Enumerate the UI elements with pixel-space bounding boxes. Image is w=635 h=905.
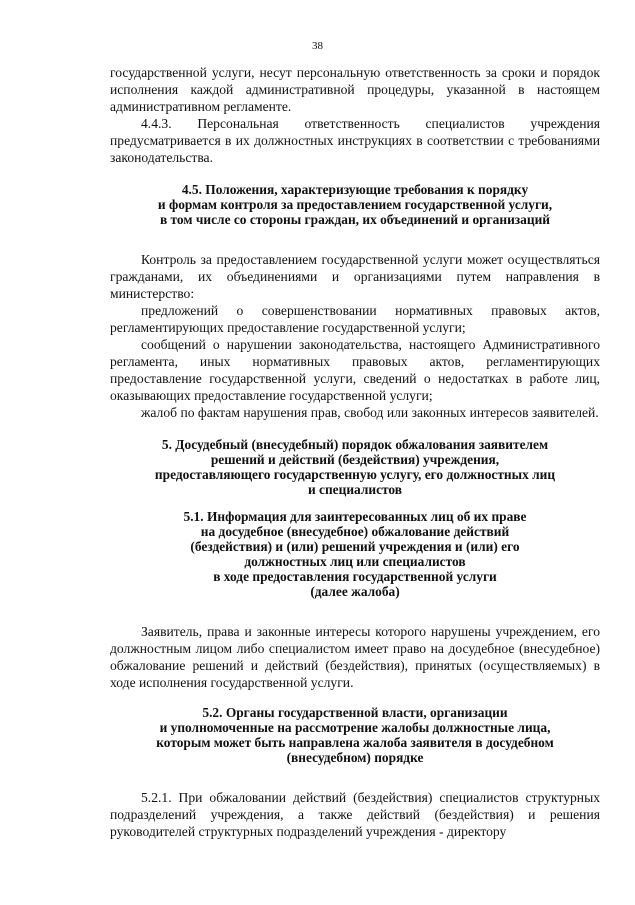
paragraph-control: Контроль за предоставлением государственной услуги может осуществляться гражданами, их объединениями и организациями путем направления в министерство: <box>110 252 600 301</box>
heading-line: 4.5. Положения, характеризующие требования к порядку <box>181 182 529 197</box>
heading-5-1 <box>110 509 600 599</box>
document-body <box>110 64 600 840</box>
paragraph-continuation: государственной услуги, несут персональную ответственность за сроки и порядок исполнения каждой административной процедуры, указанной в настоящем административном регламенте. <box>110 65 600 114</box>
heading-4-5 <box>110 182 600 227</box>
heading-5 <box>110 437 600 497</box>
heading-line: 5.2. Органы государственной власти, организации <box>202 705 508 720</box>
paragraph-proposals: предложений о совершенствовании нормативных правовых актов, регламентирующих предоставление государственной услуги; <box>110 303 600 335</box>
heading-line: должностных лиц или специалистов <box>244 554 466 569</box>
paragraph-reports: сообщений о нарушении законодательства, настоящего Административного регламента, иных нормативных правовых актов, регламентирующих предоставление государственной услуги, сведений о недостатках в работе лиц, оказывающих предоставление государственной услуги; <box>110 337 600 403</box>
heading-5-2 <box>110 705 600 765</box>
heading-line: (далее жалоба) <box>310 584 400 599</box>
paragraph-4-4-3: 4.4.3. Персональная ответственность специалистов учреждения предусматривается в их должностных инструкциях в соответствии с требованиями законодательства. <box>110 116 600 165</box>
paragraph-5-2-1: 5.2.1. При обжаловании действий (бездействия) специалистов структурных подразделений учреждения, а также действий (бездействия) и решения руководителей структурных подразделений учреждения - директору <box>110 790 600 839</box>
heading-line: и формам контроля за предоставлением государственной услуги, <box>157 197 553 212</box>
heading-line: (внесудебном) порядке <box>286 750 424 765</box>
paragraph-complaints: жалоб по фактам нарушения прав, свобод или законных интересов заявителей. <box>141 405 599 420</box>
heading-line: решений и действий (бездействия) учреждения, <box>210 452 500 467</box>
heading-line: предоставляющего государственную услугу, его должностных лиц <box>154 467 556 482</box>
heading-line: и уполномоченные на рассмотрение жалобы должностные лица, <box>159 720 551 735</box>
heading-line: которым может быть направлена жалоба заявителя в досудебном <box>156 735 554 750</box>
paragraph-applicant-rights: Заявитель, права и законные интересы которого нарушены учреждением, его должностным лицом либо специалистом имеет право на досудебное (внесудебное) обжалование решений и действий (бездействия), принятых (осуществляемых) в ходе исполнения государственной услуги. <box>110 624 600 690</box>
heading-line: 5. Досудебный (внесудебный) порядок обжалования заявителем <box>161 437 549 452</box>
heading-line: на досудебное (внесудебное) обжалование действий <box>200 524 510 539</box>
page-number: 38 <box>312 40 323 52</box>
heading-line: (бездействия) и (или) решений учреждения и (или) его <box>190 539 520 554</box>
heading-line: 5.1. Информация для заинтересованных лиц об их праве <box>183 509 527 524</box>
heading-line: в том числе со стороны граждан, их объединений и организаций <box>159 212 551 227</box>
heading-line: и специалистов <box>307 482 403 497</box>
heading-line: в ходе предоставления государственной услуги <box>213 569 497 584</box>
